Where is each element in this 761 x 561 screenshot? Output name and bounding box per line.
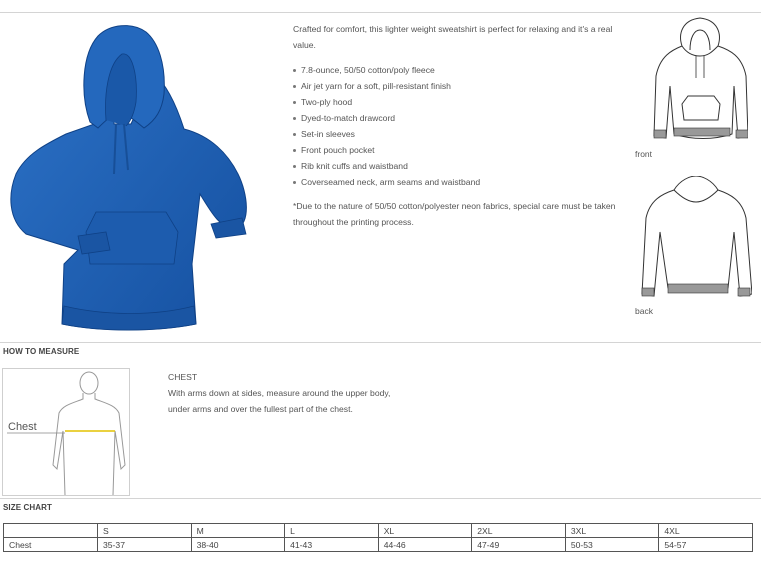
feature-item: Coverseamed neck, arm seams and waistband xyxy=(293,174,623,190)
size-header-cell: XL xyxy=(378,524,472,538)
product-description xyxy=(293,21,623,230)
feature-item: 7.8-ounce, 50/50 cotton/poly fleece xyxy=(293,62,623,78)
description-intro: Crafted for comfort, this lighter weight sweatshirt is perfect for relaxing and it's a real value. xyxy=(293,24,613,50)
feature-item: Two-ply hood xyxy=(293,94,623,110)
top-divider xyxy=(0,12,761,13)
size-chart-table xyxy=(3,523,753,552)
size-value-cell: 44-46 xyxy=(378,538,472,552)
size-value-cell: 54-57 xyxy=(659,538,753,552)
size-value-cell: 41-43 xyxy=(285,538,379,552)
size-header-cell: M xyxy=(191,524,285,538)
size-header-cell: S xyxy=(98,524,192,538)
size-chart-title: SIZE CHART xyxy=(3,503,52,512)
front-label: front xyxy=(635,149,653,159)
size-value-cell: 35-37 xyxy=(98,538,192,552)
how-to-measure-title: HOW TO MEASURE xyxy=(3,347,80,356)
size-value-cell: 38-40 xyxy=(191,538,285,552)
instruction-line: With arms down at sides, measure around the upper body, xyxy=(168,388,391,398)
feature-item: Dyed-to-match drawcord xyxy=(293,110,623,126)
chest-label: Chest xyxy=(8,421,37,433)
hoodie-back-drawing xyxy=(640,176,752,302)
instruction-line: under arms and over the fullest part of the chest. xyxy=(168,404,353,414)
feature-item: Air jet yarn for a soft, pill-resistant finish xyxy=(293,78,623,94)
hoodie-front-drawing xyxy=(652,16,748,146)
size-header-cell: 2XL xyxy=(472,524,566,538)
back-label: back xyxy=(635,306,653,316)
table-header-row xyxy=(4,524,753,538)
measure-diagram xyxy=(2,368,130,496)
table-row xyxy=(4,538,753,552)
size-header-cell: L xyxy=(285,524,379,538)
hoodie-product-image xyxy=(6,24,248,332)
table-corner-cell xyxy=(4,524,98,538)
size-value-cell: 50-53 xyxy=(565,538,659,552)
row-label-cell: Chest xyxy=(4,538,98,552)
section-divider xyxy=(0,342,761,343)
feature-item: Rib knit cuffs and waistband xyxy=(293,158,623,174)
printing-note: *Due to the nature of 50/50 cotton/polyester neon fabrics, special care must be taken throughout the printing process. xyxy=(293,201,616,227)
size-header-cell: 4XL xyxy=(659,524,753,538)
size-header-cell: 3XL xyxy=(565,524,659,538)
section-divider xyxy=(0,498,761,499)
size-value-cell: 47-49 xyxy=(472,538,566,552)
chest-heading: CHEST xyxy=(168,372,198,382)
feature-item: Front pouch pocket xyxy=(293,142,623,158)
feature-item: Set-in sleeves xyxy=(293,126,623,142)
measure-instructions xyxy=(168,369,390,417)
feature-list xyxy=(293,62,623,190)
